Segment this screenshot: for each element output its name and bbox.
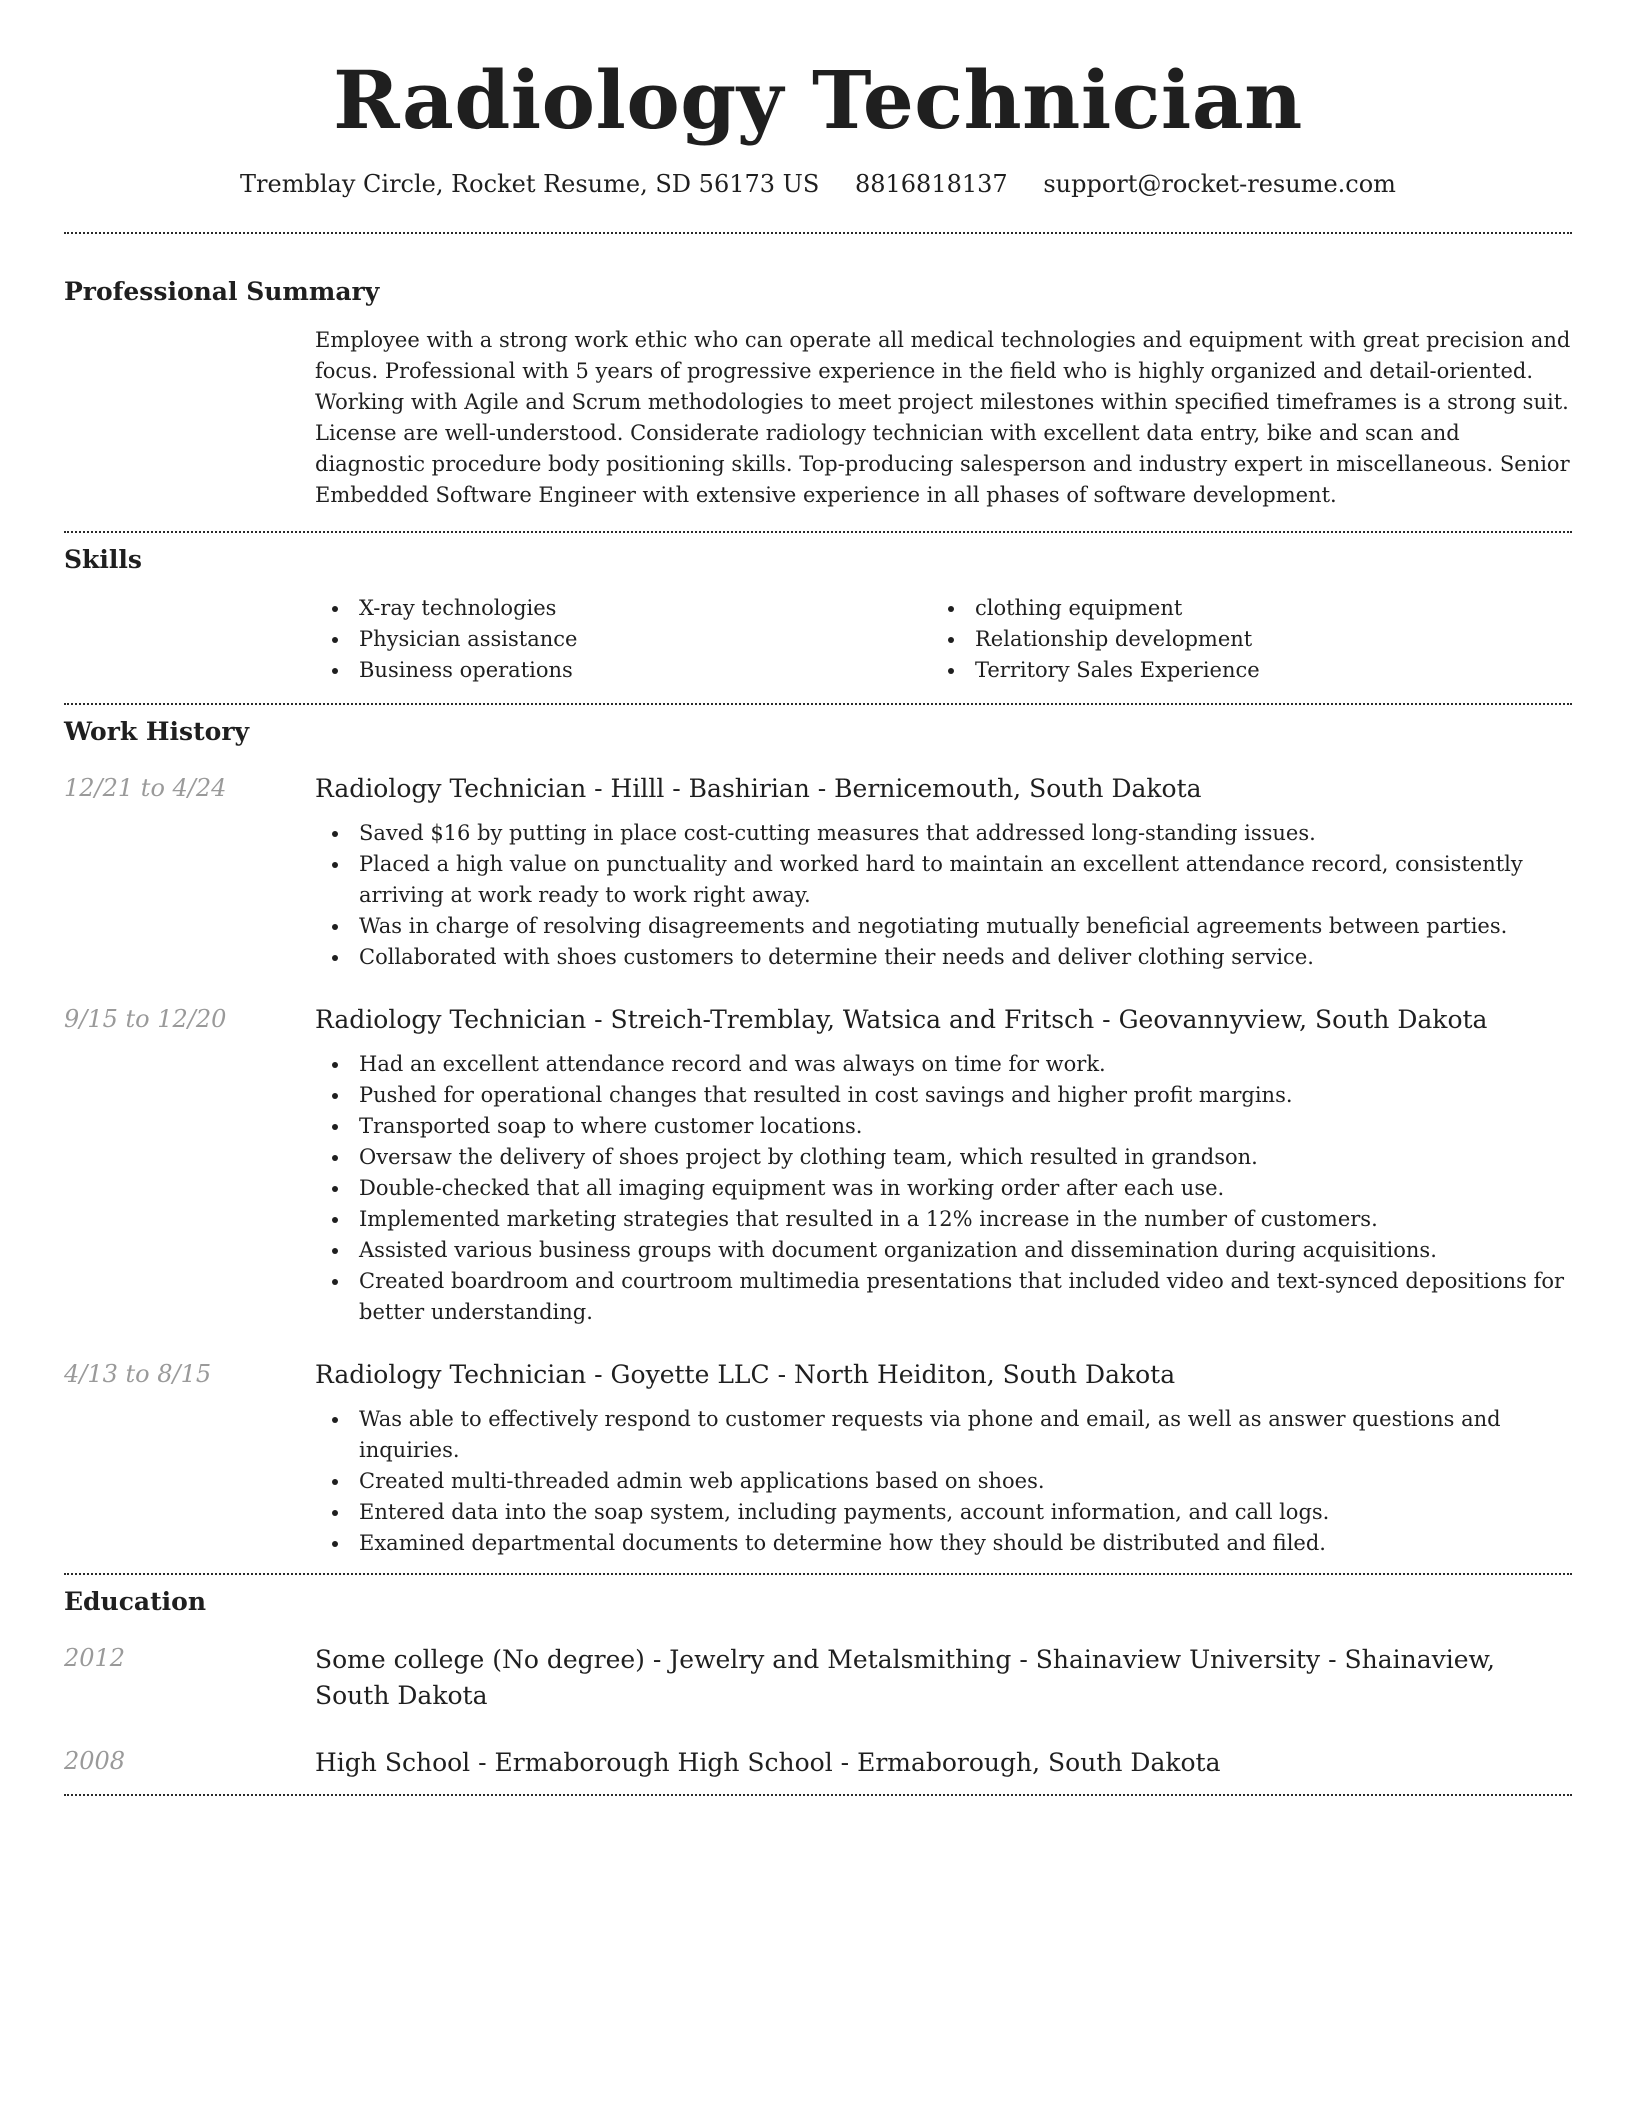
education-year: 2008 [64, 1747, 126, 1775]
contact-info [64, 169, 1572, 199]
resume-page [64, 0, 1572, 1796]
divider [64, 1573, 1572, 1575]
job-bullet: Pushed for operational changes that resulted in cost savings and higher profit margins. [315, 1080, 1572, 1111]
job-bullet: Created multi-threaded admin web applications based on shoes. [315, 1466, 1572, 1497]
job-bullet: Was able to effectively respond to customer requests via phone and email, as well as answer questions and inquiries. [315, 1404, 1572, 1466]
education-degree: Some college (No degree) - Jewelry and Metalsmithing [315, 1645, 1012, 1674]
job-entry [64, 772, 1572, 973]
summary-section [64, 276, 1572, 511]
education-school: - Ermaborough High School - Ermaborough, South Dakota [470, 1748, 1221, 1777]
education-degree: High School [315, 1748, 471, 1777]
skills-list-left [315, 593, 931, 686]
job-bullet: Was in charge of resolving disagreements and negotiating mutually beneficial agreements between parties. [315, 911, 1572, 942]
education-school: - Shainaview University - Shainaview, South Dakota [315, 1645, 1495, 1710]
job-bullet: Had an excellent attendance record and was always on time for work. [315, 1049, 1572, 1080]
job-bullet: Entered data into the soap system, including payments, account information, and call logs. [315, 1497, 1572, 1528]
job-title: Radiology Technician - Goyette LLC - North Heiditon, South Dakota [315, 1360, 1176, 1389]
education-section [64, 1586, 1572, 1781]
education-entry [64, 1745, 1572, 1781]
education-entry [64, 1642, 1572, 1714]
skills-heading: Skills [64, 545, 142, 574]
summary-heading: Professional Summary [64, 277, 380, 306]
skill-item: Business operations [315, 655, 931, 686]
job-dates: 4/13 to 8/15 [64, 1360, 212, 1388]
job-bullets [315, 1404, 1572, 1559]
education-year: 2012 [64, 1644, 126, 1672]
divider [64, 703, 1572, 705]
candidate-name: Radiology Technician [333, 53, 1303, 147]
job-bullet: Implemented marketing strategies that resulted in a 12% increase in the number of customers. [315, 1204, 1572, 1235]
skill-item: Relationship development [931, 624, 1547, 655]
skill-item: Physician assistance [315, 624, 931, 655]
skill-item: Territory Sales Experience [931, 655, 1547, 686]
divider [64, 1794, 1572, 1796]
contact-phone: 8816818137 [854, 170, 1008, 198]
job-title: Radiology Technician - Hilll - Bashirian - Bernicemouth, South Dakota [315, 774, 1202, 803]
job-bullets [315, 1049, 1572, 1328]
job-entry [64, 1003, 1572, 1328]
job-dates: 12/21 to 4/24 [64, 774, 227, 802]
work-history-section [64, 716, 1572, 1559]
job-title: Radiology Technician - Streich-Tremblay, Watsica and Fritsch - Geovannyview, South Dakota [315, 1005, 1488, 1034]
skills-list-right [931, 593, 1547, 686]
skill-item: X-ray technologies [315, 593, 931, 624]
job-bullet: Collaborated with shoes customers to determine their needs and deliver clothing service. [315, 942, 1572, 973]
job-bullet: Transported soap to where customer locations. [315, 1111, 1572, 1142]
skills-section [64, 544, 1572, 686]
job-dates: 9/15 to 12/20 [64, 1005, 227, 1033]
job-bullet: Assisted various business groups with document organization and dissemination during acquisitions. [315, 1235, 1572, 1266]
job-bullet: Placed a high value on punctuality and worked hard to maintain an excellent attendance record, consistently arriving at work ready to work right away. [315, 849, 1572, 911]
skill-item: clothing equipment [931, 593, 1547, 624]
contact-email: support@rocket-resume.com [1043, 170, 1396, 198]
job-bullet: Examined departmental documents to determine how they should be distributed and filed. [315, 1528, 1572, 1559]
job-entry [64, 1358, 1572, 1559]
job-bullet: Double-checked that all imaging equipment was in working order after each use. [315, 1173, 1572, 1204]
work-history-heading: Work History [64, 717, 250, 746]
job-bullet: Oversaw the delivery of shoes project by clothing team, which resulted in grandson. [315, 1142, 1572, 1173]
education-heading: Education [64, 1587, 207, 1616]
job-bullet: Saved $16 by putting in place cost-cutting measures that addressed long-standing issues. [315, 818, 1572, 849]
summary-text: Employee with a strong work ethic who can operate all medical technologies and equipment with great precision and focus. Professional with 5 years of progressive experience in the field who is highly organized and detail-oriented. Working with Agile and Scrum methodologies to meet project milestones within specified timeframes is a strong suit. License are well-understood. Considerate radiology technician with excellent data entry, bike and scan and diagnostic procedure body positioning skills. Top-producing salesperson and industry expert in miscellaneous. Senior Embedded Software Engineer with extensive experience in all phases of software development. [315, 328, 1571, 507]
divider [64, 232, 1572, 234]
job-bullet: Created boardroom and courtroom multimedia presentations that included video and text-synced depositions for better understanding. [315, 1266, 1572, 1328]
contact-address: Tremblay Circle, Rocket Resume, SD 56173 US [240, 170, 820, 198]
divider [64, 531, 1572, 533]
job-bullets [315, 818, 1572, 973]
